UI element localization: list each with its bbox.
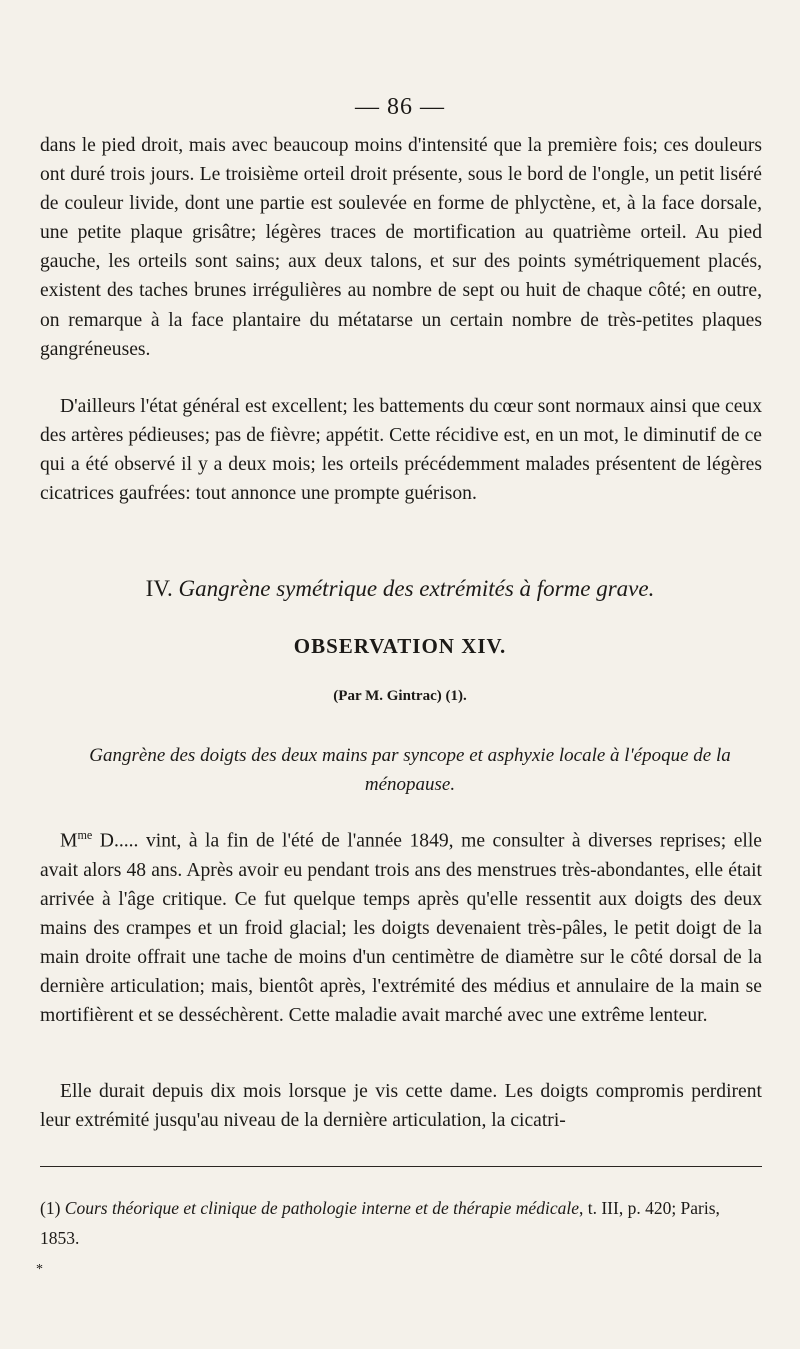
paragraph-general-state: D'ailleurs l'état général est excellent; les battements du cœur sont normaux ainsi que ceux des artères pédieuses; pas de fièvre; appétit. Cette récidive est, en un mot, le diminutif de ce qui a été observé il y a deux mois; les orteils précédemment malades présentent de légères cicatrices gaufrées: tout annonce une prompte guérison. xyxy=(40,396,762,505)
salutation: M xyxy=(60,830,78,852)
observation-subtitle: Gangrène des doigts des deux mains par syncope et asphyxie locale à l'époque de la ménopause. xyxy=(89,745,731,795)
stray-mark: * xyxy=(36,1262,43,1277)
footnote-title: Cours théorique et clinique de pathologie interne et de thérapie médicale xyxy=(64,1198,579,1218)
section-title: Gangrène symétrique des extrémités à forme grave. xyxy=(178,576,655,601)
observation-title: OBSERVATION XIV. xyxy=(293,634,507,658)
observation-paragraph-1 xyxy=(40,821,762,1030)
footnote-divider xyxy=(40,1166,762,1167)
paragraph-continuation: dans le pied droit, mais avec beaucoup moins d'intensité que la première fois; ces douleurs ont duré trois jours. Le troisième orteil droit présente, sous le bord de l'ongle, un petit liséré de couleur livide, dont une partie est soulevée en forme de phlyctène, et, à la face dorsale, une petite plaque grisâtre; légères traces de mortification au quatrième orteil. Au pied gauche, les orteils sont sains; aux deux talons, et sur des points symétriquement placés, existent des taches brunes irrégulières au nombre de sept ou huit de chaque côté; en outre, on remarque à la face plantaire du métatarse un certain nombre de très-petites plaques gangréneuses. xyxy=(40,135,762,360)
footnote-reference: , t. III, p. 420; Paris, 1853. xyxy=(40,1198,720,1248)
page-number: — 86 — xyxy=(355,94,445,120)
footnote-marker: (1) xyxy=(40,1198,65,1218)
section-number: IV. xyxy=(145,576,173,601)
section-heading xyxy=(0,576,800,602)
salutation-superscript: me xyxy=(77,828,93,842)
observation-paragraph-2: Elle durait depuis dix mois lorsque je vis cette dame. Les doigts compromis perdirent leur extrémité jusqu'au niveau de la dernière articulation, la cicatri- xyxy=(40,1081,762,1132)
footnote xyxy=(40,1193,762,1253)
observation-author: (Par M. Gintrac) (1). xyxy=(333,688,467,704)
observation-paragraph-1-text: D..... vint, à la fin de l'été de l'année 1849, me consulter à diverses reprises; elle avait alors 48 ans. Après avoir eu pendant trois ans des menstrues très-abondantes, elle était arrivée à l'âge critique. Ce fut quelque temps après qu'elle ressentit aux doigts des deux mains des crampes et un froid glacial; les doigts devenaient très-pâles, le petit doigt de la main droite offrait une tache de moins d'un centimètre de diamètre sur le côté dorsal de la dernière articulation; mais, bientôt après, l'extrémité des médius et annulaire de la main se mortifièrent et se desséchèrent. Cette maladie avait marché avec une extrême lenteur. xyxy=(40,830,762,1027)
